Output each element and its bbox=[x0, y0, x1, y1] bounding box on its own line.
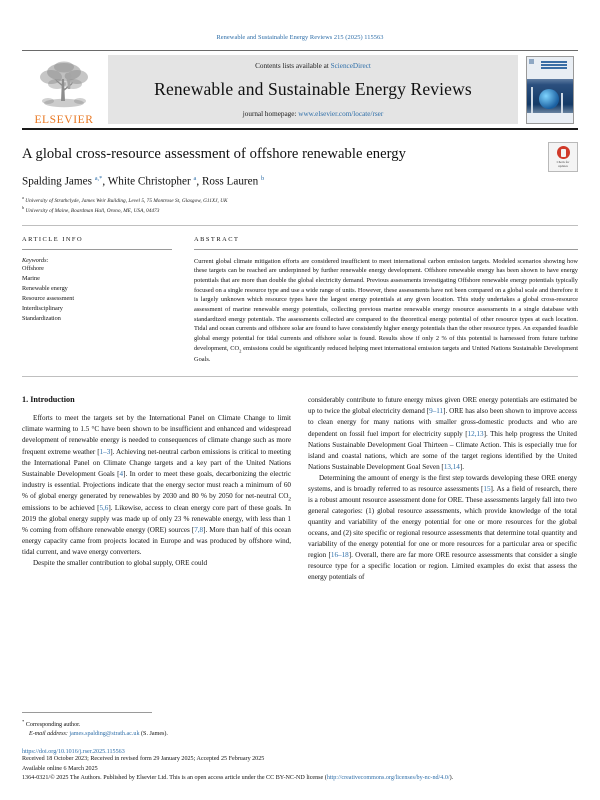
citation-ref[interactable]: 15 bbox=[483, 484, 491, 493]
affiliation-text-b: University of Maine, Boardman Hall, Orono, ME, USA, 04473 bbox=[25, 208, 160, 214]
keyword-item: Offshore bbox=[22, 264, 44, 272]
keyword-item: Marine bbox=[22, 274, 40, 282]
journal-title: Renewable and Sustainable Energy Reviews bbox=[154, 78, 472, 99]
affiliation-a bbox=[22, 195, 578, 206]
citation-ref[interactable]: 12,13 bbox=[467, 429, 484, 438]
divider-below-abstract bbox=[22, 376, 578, 377]
abstract-text bbox=[194, 257, 578, 365]
crossmark-line1: Check for bbox=[556, 160, 570, 164]
crossmark-line2: updates bbox=[558, 164, 568, 168]
citation-ref[interactable]: 7,8 bbox=[194, 526, 204, 535]
keywords-label: Keywords: bbox=[22, 256, 49, 264]
section-heading-introduction: 1. Introduction bbox=[22, 395, 75, 405]
masthead-center bbox=[108, 55, 518, 124]
abstract-part2: emissions could be significantly reduced helping meet international emission targets and United Nations Sustainable Development Goals. bbox=[194, 344, 579, 363]
paragraph-left-1: Efforts to meet the targets set by the International Panel on Climate Change to limit climate warming to 1.5 °C have been shown to be insufficient and enhanced and widespread development of renewable energy is needed to consequences of climate change such as more frequent extreme weather [1–3]. Achieving net-neutral carbon emissions is critical to meeting the International Panel on Climate Change targets and a key part of the United Nations Sustainable Development Goals [4]. In order to meet these goals, decarbonizing the electric industry is essential. Projections indicate that the energy sector must reach a minimum of 60 % of global energy generated by renewables by 2030 and 80 % by 2050 for net-neutral $CO_2$ emissions to be achieved [5,6]. Likewise, access to clean energy core part of these goals. In 2019 the global energy supply was made up of only 23 % renewable energy, with less than 1 % coming from offshore renewable energy (ORE) sources [7,8]. More than half of this ocean energy capacity came from projects located in Europe and was produced by offshore wind, tidal current, and wave energy converters. bbox=[22, 414, 291, 557]
divider-below-affiliations bbox=[22, 225, 578, 226]
doi-link[interactable]: https://doi.org/10.1016/j.rser.2025.115563 bbox=[22, 748, 125, 755]
corresponding-marker: * bbox=[22, 718, 25, 724]
journal-cover-thumbnail bbox=[522, 55, 578, 124]
keyword-item: Renewable energy bbox=[22, 284, 68, 292]
corresponding-author-note bbox=[22, 718, 578, 730]
paragraph-right-1: considerably contribute to future energy mixes given ORE energy potentials are estimated be up to twice the global electricity demand [9–11]. ORE has also been shown to improve access to clean energy for many nations with smaller gross-domestic products and who are dependent on fossil fuel import for electricity supply [12,13]. This help progress the United Nations Sustainable Development Goal Thirteen – Climate Action. This is especially true for island and coastal nations, which are some of the target regions identified by the United Nations Sustainable Development Goal Seven [13,14]. bbox=[308, 396, 577, 471]
footnote-rule bbox=[22, 712, 152, 713]
article-info-heading: ARTICLE INFO bbox=[22, 235, 84, 243]
affiliation-b bbox=[22, 205, 578, 216]
article-info-column bbox=[22, 236, 172, 365]
citation-ref[interactable]: 9–11 bbox=[429, 407, 444, 416]
abstract-subscript: 2 bbox=[239, 347, 242, 353]
journal-masthead bbox=[22, 50, 578, 130]
elsevier-wordmark: ELSEVIER bbox=[34, 114, 94, 126]
info-abstract-row bbox=[22, 236, 578, 365]
copyright-license bbox=[22, 774, 578, 784]
article-info-rule bbox=[22, 249, 172, 250]
abstract-column bbox=[194, 236, 578, 365]
title-block bbox=[22, 146, 578, 216]
contents-line bbox=[255, 62, 371, 70]
body-columns bbox=[22, 395, 578, 583]
citation-ref[interactable]: 5,6 bbox=[99, 504, 109, 513]
keyword-item: Interdisciplinary bbox=[22, 304, 63, 312]
copyright-suffix: ). bbox=[449, 775, 454, 782]
body-column-left bbox=[22, 395, 291, 583]
corresponding-text: Corresponding author. bbox=[25, 721, 81, 728]
affiliation-marker-a: a bbox=[22, 194, 24, 200]
email-suffix: (S. James). bbox=[141, 731, 168, 738]
email-label: E-mail address: bbox=[29, 731, 68, 738]
affiliation-list bbox=[22, 195, 578, 216]
citation-ref[interactable]: 16–18 bbox=[330, 551, 349, 560]
available-online: Available online 6 March 2025 bbox=[22, 765, 98, 772]
sciencedirect-link[interactable]: ScienceDirect bbox=[330, 61, 371, 70]
journal-homepage-link[interactable]: www.elsevier.com/locate/rser bbox=[298, 109, 384, 118]
journal-cover-image bbox=[526, 56, 574, 124]
abstract-heading: ABSTRACT bbox=[194, 235, 240, 243]
keywords-list bbox=[22, 264, 172, 324]
body-column-right bbox=[308, 395, 577, 583]
crossmark-label bbox=[557, 160, 570, 168]
homepage-prefix: journal homepage: bbox=[242, 109, 299, 118]
keyword-item: Standardization bbox=[22, 314, 61, 322]
affiliation-text-a: University of Strathclyde, James Weir Building, Level 5, 75 Montrose St, Glasgow, G11XJ, UK bbox=[25, 197, 228, 204]
email-link[interactable]: james.spalding@strath.ac.uk bbox=[69, 731, 140, 738]
page-title: A global cross-resource assessment of offshore renewable energy bbox=[22, 146, 406, 162]
crossmark-badge[interactable] bbox=[548, 142, 578, 172]
homepage-line bbox=[243, 110, 383, 118]
elsevier-tree-icon bbox=[35, 59, 93, 113]
keyword-item: Resource assessment bbox=[22, 294, 75, 302]
citation-ref[interactable]: 1–3 bbox=[99, 447, 111, 456]
abstract-part1: Current global climate mitigation efforts are considered insufficient to meet international carbon emission targets. Modeled scenarios showing how these targets can be reached are underpinned by further renewable energy development. Offshore renewable energy has been shown to have energy potentials that are more than double the global electricity demand. Previous assessments investigating Offshore renewable energy potentials typically focused on a single resource type and use a wide range of units. However, these assessments have not been compared on a global scale and therefore it is largely unknown which resource types have the largest energy potentials at any given location. This study undertakes a global cross-resource assessment of marine renewable energy potentials, collecting previous marine renewable energy resource assessments in a single database with standardized energy potentials. The assessments collected are compared to the theoretical energy potential of other resource types at each location. Tidal and ocean currents and offshore solar are found to have consistently higher energy potentials than the other resource types. An expanded feasible global energy potential for tidal currents and offshore solar is found. Results show if only 2 % of this potential is harnessed from future turbine development, CO bbox=[194, 257, 578, 352]
contents-prefix: Contents lists available at bbox=[255, 61, 331, 70]
abstract-rule bbox=[194, 249, 578, 250]
elsevier-logo bbox=[22, 51, 106, 128]
paragraph-left-2: Despite the smaller contribution to global supply, ORE could bbox=[33, 559, 208, 568]
page-footer bbox=[22, 712, 578, 784]
copyright-prefix: 1364-0321/© 2025 The Authors. Published by Elsevier Ltd. This is an open access article under the CC BY-NC-ND license ( bbox=[22, 775, 327, 782]
paragraph-right-2: Determining the amount of energy is the first step towards developing these ORE energy systems, and is broadly referred to as resource assessments [15]. As a field of research, there is a robust amount resource assessment done for ORE. These assessments largely fall into two general categories: (1) global resource assessments, which provide knowledge of the total quantity and variability of the energy potential for one or more resources for the global oceans, and (2) site specific or regional resource assessments that determine total quantity and variability of the energy potential for one or more resources for a particular area or specific region [16–18]. Overall, there are far more ORE resource assessments that consider a single resource type for a specific location or region. Limited examples do exist that assess the energy potentials of bbox=[308, 473, 578, 582]
running-head: Renewable and Sustainable Energy Reviews 215 (2025) 115563 bbox=[216, 34, 384, 41]
affiliation-marker-b: b bbox=[22, 205, 25, 211]
email-note bbox=[22, 730, 578, 739]
received-dates: Received 18 October 2023; Received in revised form 29 January 2025; Accepted 25 February 2025 bbox=[22, 755, 265, 762]
license-link[interactable]: http://creativecommons.org/licenses/by-nc-nd/4.0/ bbox=[326, 775, 450, 782]
author-list: Spalding James $^{a,*}$, White Christopher $^a$, Ross Lauren $^b$ bbox=[22, 175, 265, 188]
crossmark-icon bbox=[557, 146, 570, 159]
citation-ref[interactable]: 4 bbox=[119, 469, 124, 478]
citation-ref[interactable]: 13,14 bbox=[443, 462, 460, 471]
